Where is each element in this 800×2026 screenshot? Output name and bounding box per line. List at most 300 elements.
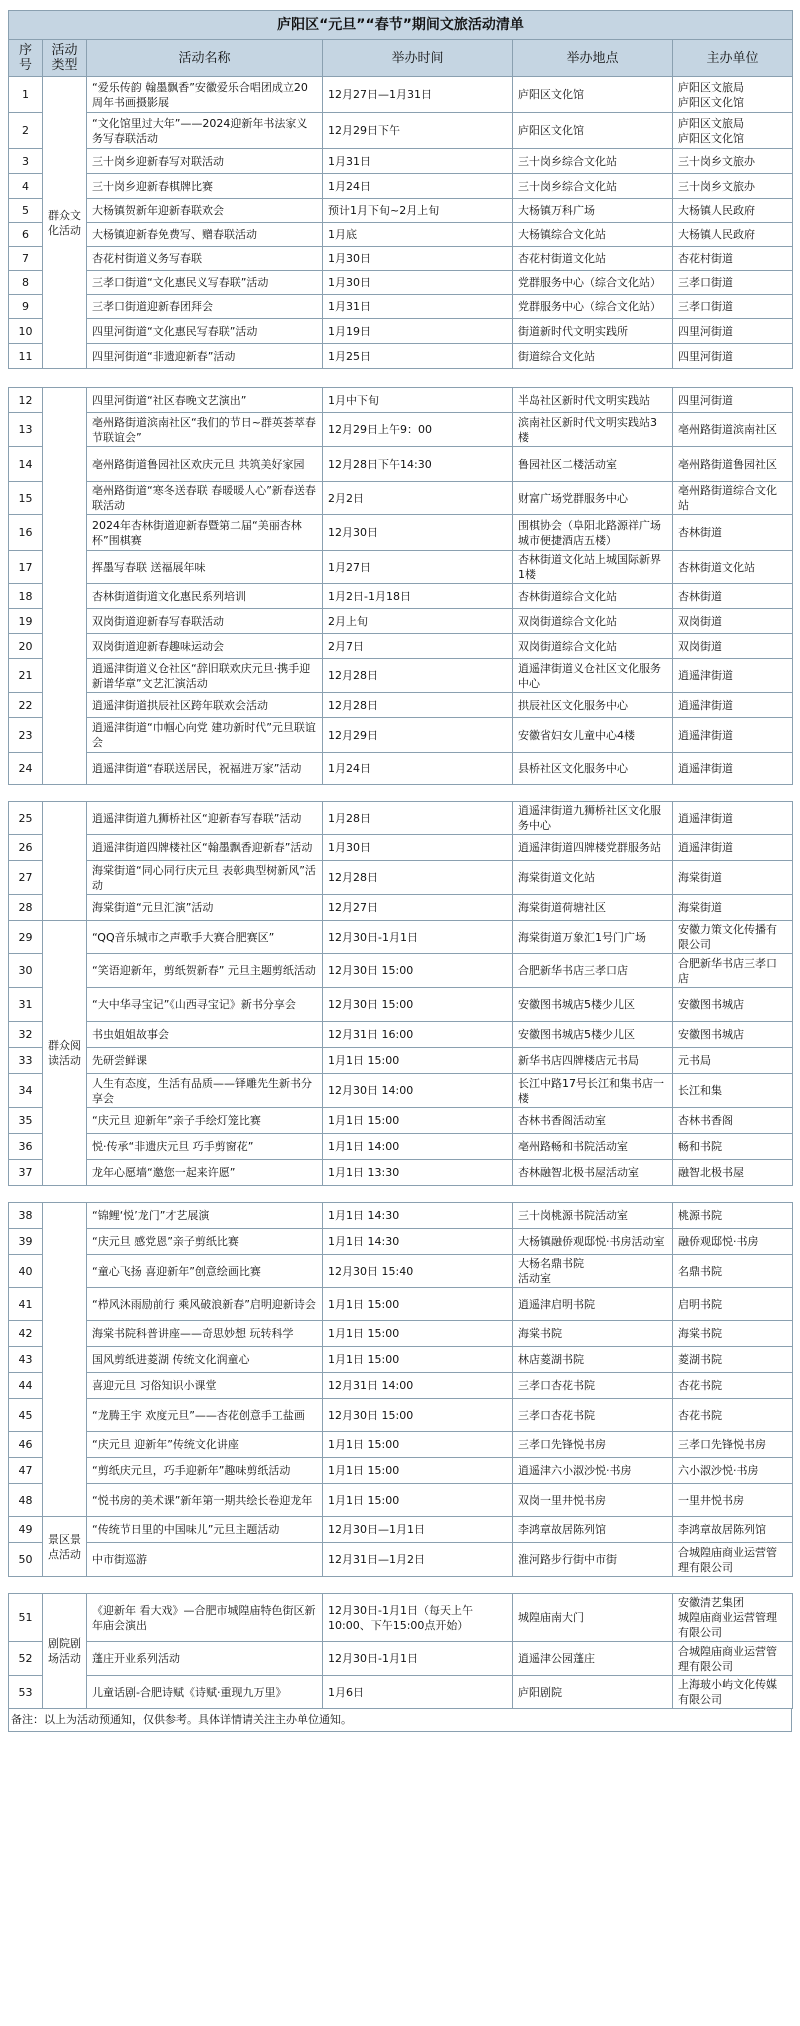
activity-venue: 围棋协会（阜阳北路源祥广场城市便捷酒店五楼） — [513, 515, 673, 551]
activity-name: “大中华寻宝记”《山西寻宝记》新书分享会 — [87, 988, 323, 1022]
table-row — [9, 634, 793, 659]
activity-type-cell: 剧院剧场活动 — [43, 1594, 87, 1709]
activity-time: 12月29日 — [323, 718, 513, 753]
row-number: 37 — [9, 1160, 43, 1186]
activity-organizer: 杏花书院 — [673, 1399, 793, 1432]
activity-organizer: 庐阳区文旅局 庐阳区文化馆 — [673, 77, 793, 113]
row-number: 23 — [9, 718, 43, 753]
activity-venue: 三十岗乡综合文化站 — [513, 174, 673, 199]
table-row — [9, 584, 793, 609]
activity-venue: 海棠书院 — [513, 1321, 673, 1347]
activity-type-cell — [43, 1203, 87, 1517]
activity-time: 2月2日 — [323, 482, 513, 515]
activity-organizer: 元书局 — [673, 1048, 793, 1074]
row-number: 25 — [9, 802, 43, 835]
row-number: 11 — [9, 344, 43, 369]
row-number: 48 — [9, 1484, 43, 1517]
table-row — [9, 174, 793, 199]
activity-time: 1月2日-1月18日 — [323, 584, 513, 609]
activity-organizer: 六小淑沙悦·书房 — [673, 1458, 793, 1484]
activity-time: 12月31日 14:00 — [323, 1373, 513, 1399]
activity-name: 亳州路街道滨南社区“我们的节日~群英荟萃春节联谊会” — [87, 413, 323, 447]
activity-organizer: 杏林街道 — [673, 515, 793, 551]
activity-venue: 县桥社区文化服务中心 — [513, 753, 673, 785]
activity-organizer: 合城隍庙商业运营管理有限公司 — [673, 1642, 793, 1676]
activity-venue: 财富广场党群服务中心 — [513, 482, 673, 515]
activity-table-section — [8, 10, 793, 369]
activity-venue: 逍遥津六小淑沙悦·书房 — [513, 1458, 673, 1484]
activity-organizer: 启明书院 — [673, 1288, 793, 1321]
activity-venue: 海棠街道万象汇1号门广场 — [513, 921, 673, 954]
table-row — [9, 149, 793, 174]
activity-organizer: 安徽力策文化传播有限公司 — [673, 921, 793, 954]
activity-organizer: 桃源书院 — [673, 1203, 793, 1229]
activity-name: 书虫姐姐故事会 — [87, 1022, 323, 1048]
row-number: 16 — [9, 515, 43, 551]
row-number: 4 — [9, 174, 43, 199]
table-row — [9, 1321, 793, 1347]
activity-venue: 三孝口杏花书院 — [513, 1399, 673, 1432]
table-row — [9, 1108, 793, 1134]
row-number: 36 — [9, 1134, 43, 1160]
activity-organizer: 四里河街道 — [673, 388, 793, 413]
table-row — [9, 609, 793, 634]
activity-organizer: 三孝口街道 — [673, 271, 793, 295]
row-number: 28 — [9, 895, 43, 921]
activity-name: “庆元旦 感党恩”亲子剪纸比赛 — [87, 1229, 323, 1255]
table-row — [9, 753, 793, 785]
row-number: 47 — [9, 1458, 43, 1484]
activity-name: “锦鲤‘悦’龙门”才艺展演 — [87, 1203, 323, 1229]
activity-venue: 半岛社区新时代文明实践站 — [513, 388, 673, 413]
activity-organizer: 杏林街道 — [673, 584, 793, 609]
activity-organizer: 安徽图书城店 — [673, 1022, 793, 1048]
activity-time: 预计1月下旬~2月上旬 — [323, 199, 513, 223]
activity-time: 1月1日 15:00 — [323, 1321, 513, 1347]
activity-list-document — [8, 10, 792, 1732]
activity-time: 1月27日 — [323, 551, 513, 584]
table-row — [9, 319, 793, 344]
activity-time: 12月30日-1月1日 — [323, 921, 513, 954]
activity-venue: 大杨镇万科广场 — [513, 199, 673, 223]
activity-name: 三十岗乡迎新春写对联活动 — [87, 149, 323, 174]
activity-time: 12月28日 — [323, 659, 513, 693]
activity-time: 12月30日—1月1日 — [323, 1517, 513, 1543]
table-row — [9, 1048, 793, 1074]
row-number: 21 — [9, 659, 43, 693]
row-number: 46 — [9, 1432, 43, 1458]
activity-venue: 杏林街道综合文化站 — [513, 584, 673, 609]
document-title: 庐阳区“元旦”“春节”期间文旅活动清单 — [9, 11, 793, 40]
row-number: 12 — [9, 388, 43, 413]
table-row — [9, 295, 793, 319]
activity-venue: 海棠街道荷塘社区 — [513, 895, 673, 921]
table-row — [9, 247, 793, 271]
activity-name: 逍遥津街道义仓社区“辞旧联欢庆元旦·携手迎新谱华章”文艺汇演活动 — [87, 659, 323, 693]
table-row — [9, 1594, 793, 1642]
activity-name: 2024年杏林街道迎新春暨第二届“美丽杏林杯”围棋赛 — [87, 515, 323, 551]
activity-time: 12月29日下午 — [323, 113, 513, 149]
activity-time: 12月27日 — [323, 895, 513, 921]
row-number: 34 — [9, 1074, 43, 1108]
activity-name: “栉风沐雨励前行 乘风破浪新春”启明迎新诗会 — [87, 1288, 323, 1321]
activity-time: 1月1日 15:00 — [323, 1458, 513, 1484]
table-row — [9, 1373, 793, 1399]
activity-name: 海棠街道“元旦汇演”活动 — [87, 895, 323, 921]
activity-name: 中市街巡游 — [87, 1543, 323, 1577]
activity-time: 12月30日 14:00 — [323, 1074, 513, 1108]
activity-time: 1月24日 — [323, 174, 513, 199]
activity-organizer: 大杨镇人民政府 — [673, 223, 793, 247]
activity-name: 蓬庄开业系列活动 — [87, 1642, 323, 1676]
row-number: 45 — [9, 1399, 43, 1432]
activity-organizer: 杏林街道文化站 — [673, 551, 793, 584]
activity-time: 12月30日 — [323, 515, 513, 551]
activity-organizer: 安徽图书城店 — [673, 988, 793, 1022]
activity-venue: 大杨镇融侨观邸悦·书房活动室 — [513, 1229, 673, 1255]
activity-venue: 鲁园社区二楼活动室 — [513, 447, 673, 482]
row-number: 52 — [9, 1642, 43, 1676]
table-row — [9, 1022, 793, 1048]
table-row — [9, 895, 793, 921]
table-row — [9, 1255, 793, 1288]
activity-name: 四里河街道“社区春晚文艺演出” — [87, 388, 323, 413]
row-number: 20 — [9, 634, 43, 659]
activity-name: “庆元旦 迎新年”传统文化讲座 — [87, 1432, 323, 1458]
table-row — [9, 1288, 793, 1321]
activity-type-cell: 景区景点活动 — [43, 1517, 87, 1577]
activity-organizer: 逍遥津街道 — [673, 802, 793, 835]
activity-time: 1月1日 13:30 — [323, 1160, 513, 1186]
row-number: 50 — [9, 1543, 43, 1577]
row-number: 30 — [9, 954, 43, 988]
row-number: 9 — [9, 295, 43, 319]
activity-time: 1月1日 15:00 — [323, 1347, 513, 1373]
activity-organizer: 李鸿章故居陈列馆 — [673, 1517, 793, 1543]
activity-organizer: 上海玻小屿文化传媒有限公司 — [673, 1676, 793, 1709]
activity-venue: 庐阳剧院 — [513, 1676, 673, 1709]
activity-name: 《迎新年 看大戏》—合肥市城隍庙特色街区新年庙会演出 — [87, 1594, 323, 1642]
row-number: 10 — [9, 319, 43, 344]
activity-name: 杏林街道街道文化惠民系列培训 — [87, 584, 323, 609]
table-row — [9, 802, 793, 835]
activity-organizer: 一里井悦书房 — [673, 1484, 793, 1517]
activity-table-section — [8, 387, 793, 785]
activity-name: 喜迎元旦 习俗知识小课堂 — [87, 1373, 323, 1399]
table-row — [9, 835, 793, 861]
activity-time: 1月31日 — [323, 295, 513, 319]
activity-organizer: 大杨镇人民政府 — [673, 199, 793, 223]
activity-time: 12月30日 15:00 — [323, 954, 513, 988]
activity-organizer: 三孝口街道 — [673, 295, 793, 319]
activity-time: 12月30日 15:00 — [323, 988, 513, 1022]
activity-organizer: 逍遥津街道 — [673, 753, 793, 785]
activity-name: 四里河街道“非遗迎新春”活动 — [87, 344, 323, 369]
row-number: 6 — [9, 223, 43, 247]
row-number: 33 — [9, 1048, 43, 1074]
activity-type-cell: 群众文化活动 — [43, 77, 87, 369]
activity-time: 1月25日 — [323, 344, 513, 369]
row-number: 7 — [9, 247, 43, 271]
activity-venue: 李鸿章故居陈列馆 — [513, 1517, 673, 1543]
activity-venue: 杏林书香阁活动室 — [513, 1108, 673, 1134]
activity-name: 逍遥津街道拱辰社区跨年联欢会活动 — [87, 693, 323, 718]
activity-venue: 双岗一里井悦书房 — [513, 1484, 673, 1517]
activity-organizer: 杏林书香阁 — [673, 1108, 793, 1134]
activity-type-cell — [43, 802, 87, 921]
activity-time: 1月6日 — [323, 1676, 513, 1709]
activity-venue: 双岗街道综合文化站 — [513, 634, 673, 659]
table-row — [9, 1229, 793, 1255]
activity-time: 12月28日下午14:30 — [323, 447, 513, 482]
activity-name: 海棠街道“同心同行庆元旦 表彰典型树新风”活动 — [87, 861, 323, 895]
row-number: 18 — [9, 584, 43, 609]
activity-time: 1月30日 — [323, 271, 513, 295]
activity-organizer: 亳州路街道鲁园社区 — [673, 447, 793, 482]
activity-time: 1月31日 — [323, 149, 513, 174]
activity-time: 12月30日 15:40 — [323, 1255, 513, 1288]
table-row — [9, 1484, 793, 1517]
activity-venue: 庐阳区文化馆 — [513, 77, 673, 113]
activity-name: “龙腾王宇 欢度元旦”——杏花创意手工盐画 — [87, 1399, 323, 1432]
row-number: 24 — [9, 753, 43, 785]
activity-venue: 逍遥津启明书院 — [513, 1288, 673, 1321]
table-row — [9, 1074, 793, 1108]
activity-time: 12月31日—1月2日 — [323, 1543, 513, 1577]
table-row — [9, 77, 793, 113]
section-gap — [8, 369, 792, 387]
table-row — [9, 1543, 793, 1577]
activity-organizer: 亳州路街道滨南社区 — [673, 413, 793, 447]
activity-venue: 安徽图书城店5楼少儿区 — [513, 1022, 673, 1048]
table-row — [9, 199, 793, 223]
activity-name: 逍遥津街道四牌楼社区“翰墨飘香迎新春”活动 — [87, 835, 323, 861]
activity-venue: 逍遥津街道四牌楼党群服务站 — [513, 835, 673, 861]
header-row — [9, 40, 793, 77]
table-row — [9, 271, 793, 295]
activity-venue: 双岗街道综合文化站 — [513, 609, 673, 634]
activity-organizer: 安徽清艺集团 城隍庙商业运营管理有限公司 — [673, 1594, 793, 1642]
row-number: 42 — [9, 1321, 43, 1347]
activity-time: 1月1日 14:00 — [323, 1134, 513, 1160]
activity-time: 1月1日 14:30 — [323, 1203, 513, 1229]
table-row — [9, 223, 793, 247]
title-row — [9, 11, 793, 40]
activity-venue: 庐阳区文化馆 — [513, 113, 673, 149]
activity-time: 12月31日 16:00 — [323, 1022, 513, 1048]
activity-table-section — [8, 801, 793, 1186]
activity-venue: 街道综合文化站 — [513, 344, 673, 369]
table-row — [9, 447, 793, 482]
row-number: 14 — [9, 447, 43, 482]
activity-time: 1月24日 — [323, 753, 513, 785]
table-row — [9, 718, 793, 753]
activity-time: 2月7日 — [323, 634, 513, 659]
table-row — [9, 921, 793, 954]
activity-time: 12月30日 15:00 — [323, 1399, 513, 1432]
row-number: 35 — [9, 1108, 43, 1134]
activity-organizer: 畅和书院 — [673, 1134, 793, 1160]
activity-venue: 三孝口杏花书院 — [513, 1373, 673, 1399]
activity-venue: 滨南社区新时代文明实践站3楼 — [513, 413, 673, 447]
activity-time: 12月30日-1月1日 — [323, 1642, 513, 1676]
activity-venue: 新华书店四牌楼店元书局 — [513, 1048, 673, 1074]
activity-organizer: 双岗街道 — [673, 609, 793, 634]
activity-organizer: 逍遥津街道 — [673, 835, 793, 861]
activity-organizer: 名鼎书院 — [673, 1255, 793, 1288]
activity-venue: 杏林街道文化站上城国际新界1楼 — [513, 551, 673, 584]
activity-venue: 三孝口先锋悦书房 — [513, 1432, 673, 1458]
activity-name: 三孝口街道迎新春团拜会 — [87, 295, 323, 319]
column-header: 活动类型 — [43, 40, 87, 77]
activity-time: 12月28日 — [323, 693, 513, 718]
table-row — [9, 551, 793, 584]
table-row — [9, 413, 793, 447]
row-number: 27 — [9, 861, 43, 895]
activity-venue: 拱辰社区文化服务中心 — [513, 693, 673, 718]
column-header: 主办单位 — [673, 40, 793, 77]
activity-name: 双岗街道迎新春写春联活动 — [87, 609, 323, 634]
activity-organizer: 三十岗乡文旅办 — [673, 149, 793, 174]
activity-time: 1月28日 — [323, 802, 513, 835]
row-number: 17 — [9, 551, 43, 584]
row-number: 8 — [9, 271, 43, 295]
activity-time: 1月30日 — [323, 247, 513, 271]
activity-name: 国风剪纸进菱湖 传统文化润童心 — [87, 1347, 323, 1373]
activity-organizer: 四里河街道 — [673, 344, 793, 369]
row-number: 38 — [9, 1203, 43, 1229]
column-header: 活动名称 — [87, 40, 323, 77]
activity-venue: 合肥新华书店三孝口店 — [513, 954, 673, 988]
row-number: 49 — [9, 1517, 43, 1543]
activity-name: 双岗街道迎新春趣味运动会 — [87, 634, 323, 659]
activity-venue: 三十岗桃源书院活动室 — [513, 1203, 673, 1229]
activity-name: 三十岗乡迎新春棋牌比赛 — [87, 174, 323, 199]
activity-name: 四里河街道“文化惠民写春联”活动 — [87, 319, 323, 344]
activity-name: 大杨镇贺新年迎新春联欢会 — [87, 199, 323, 223]
activity-name: “QQ音乐城市之声歌手大赛合肥赛区” — [87, 921, 323, 954]
activity-organizer: 杏花书院 — [673, 1373, 793, 1399]
table-row — [9, 988, 793, 1022]
activity-organizer: 菱湖书院 — [673, 1347, 793, 1373]
activity-venue: 城隍庙南大门 — [513, 1594, 673, 1642]
activity-name: 儿童话剧-合肥诗赋《诗赋·重现九万里》 — [87, 1676, 323, 1709]
activity-type-cell — [43, 388, 87, 785]
activity-organizer: 三孝口先锋悦书房 — [673, 1432, 793, 1458]
table-row — [9, 861, 793, 895]
activity-organizer: 融侨观邸悦·书房 — [673, 1229, 793, 1255]
footnote: 备注：以上为活动预通知，仅供参考。具体详情请关注主办单位通知。 — [8, 1709, 792, 1732]
activity-organizer: 合肥新华书店三孝口店 — [673, 954, 793, 988]
activity-venue: 大杨镇综合文化站 — [513, 223, 673, 247]
row-number: 51 — [9, 1594, 43, 1642]
activity-organizer: 杏花村街道 — [673, 247, 793, 271]
table-row — [9, 1160, 793, 1186]
activity-venue: 杏花村街道文化站 — [513, 247, 673, 271]
activity-time: 1月1日 15:00 — [323, 1108, 513, 1134]
row-number: 15 — [9, 482, 43, 515]
table-row — [9, 1517, 793, 1543]
activity-venue: 逍遥津街道义仓社区文化服务中心 — [513, 659, 673, 693]
activity-name: 逍遥津街道“巾帼心向党 建功新时代”元旦联谊会 — [87, 718, 323, 753]
activity-time: 1月1日 14:30 — [323, 1229, 513, 1255]
activity-organizer: 逍遥津街道 — [673, 693, 793, 718]
row-number: 1 — [9, 77, 43, 113]
activity-time: 1月1日 15:00 — [323, 1288, 513, 1321]
row-number: 5 — [9, 199, 43, 223]
activity-venue: 党群服务中心（综合文化站） — [513, 295, 673, 319]
activity-time: 12月27日—1月31日 — [323, 77, 513, 113]
activity-name: “笑语迎新年，剪纸贺新春” 元旦主题剪纸活动 — [87, 954, 323, 988]
activity-time: 1月1日 15:00 — [323, 1048, 513, 1074]
row-number: 29 — [9, 921, 43, 954]
activity-venue: 杏林融智北极书屋活动室 — [513, 1160, 673, 1186]
column-header: 序号 — [9, 40, 43, 77]
activity-organizer: 逍遥津街道 — [673, 718, 793, 753]
activity-name: “爱乐传韵 翰墨飘香”安徽爱乐合唱团成立20周年书画摄影展 — [87, 77, 323, 113]
activity-venue: 淮河路步行街中市街 — [513, 1543, 673, 1577]
activity-name: 龙年心愿墙“邀您一起来许愿” — [87, 1160, 323, 1186]
activity-venue: 海棠街道文化站 — [513, 861, 673, 895]
row-number: 40 — [9, 1255, 43, 1288]
activity-name: 亳州路街道“寒冬送春联 春暖暖人心”新春送春联活动 — [87, 482, 323, 515]
activity-venue: 大杨名鼎书院 活动室 — [513, 1255, 673, 1288]
activity-name: 亳州路街道鲁园社区欢庆元旦 共筑美好家园 — [87, 447, 323, 482]
activity-organizer: 双岗街道 — [673, 634, 793, 659]
section-gap — [8, 1577, 792, 1593]
activity-organizer: 庐阳区文旅局 庐阳区文化馆 — [673, 113, 793, 149]
activity-name: “悦书房的美术课”新年第一期共绘长卷迎龙年 — [87, 1484, 323, 1517]
activity-name: 杏花村街道义务写春联 — [87, 247, 323, 271]
row-number: 32 — [9, 1022, 43, 1048]
column-header: 举办地点 — [513, 40, 673, 77]
activity-time: 1月19日 — [323, 319, 513, 344]
table-row — [9, 1458, 793, 1484]
activity-name: 三孝口街道“文化惠民义写春联”活动 — [87, 271, 323, 295]
activity-name: “庆元旦 迎新年”亲子手绘灯笼比赛 — [87, 1108, 323, 1134]
activity-organizer: 合城隍庙商业运营管理有限公司 — [673, 1543, 793, 1577]
row-number: 39 — [9, 1229, 43, 1255]
table-row — [9, 388, 793, 413]
activity-venue: 长江中路17号长江和集书店一楼 — [513, 1074, 673, 1108]
row-number: 44 — [9, 1373, 43, 1399]
activity-time: 1月1日 15:00 — [323, 1484, 513, 1517]
activity-type-cell: 群众阅读活动 — [43, 921, 87, 1186]
activity-time: 1月1日 15:00 — [323, 1432, 513, 1458]
row-number: 31 — [9, 988, 43, 1022]
activity-organizer: 融智北极书屋 — [673, 1160, 793, 1186]
table-row — [9, 659, 793, 693]
activity-venue: 安徽图书城店5楼少儿区 — [513, 988, 673, 1022]
table-row — [9, 1676, 793, 1709]
activity-venue: 亳州路畅和书院活动室 — [513, 1134, 673, 1160]
table-row — [9, 1134, 793, 1160]
activity-name: “文化馆里过大年”——2024迎新年书法家义务写春联活动 — [87, 113, 323, 149]
row-number: 13 — [9, 413, 43, 447]
activity-name: “传统节日里的中国味儿”元旦主题活动 — [87, 1517, 323, 1543]
activity-name: 悦·传承“非遗庆元旦 巧手剪窗花” — [87, 1134, 323, 1160]
activity-venue: 街道新时代文明实践所 — [513, 319, 673, 344]
row-number: 3 — [9, 149, 43, 174]
activity-time: 12月28日 — [323, 861, 513, 895]
row-number: 19 — [9, 609, 43, 634]
section-gap — [8, 1186, 792, 1202]
activity-venue: 逍遥津街道九狮桥社区文化服务中心 — [513, 802, 673, 835]
activity-organizer: 四里河街道 — [673, 319, 793, 344]
table-row — [9, 113, 793, 149]
activity-venue: 安徽省妇女儿童中心4楼 — [513, 718, 673, 753]
activity-time: 1月底 — [323, 223, 513, 247]
